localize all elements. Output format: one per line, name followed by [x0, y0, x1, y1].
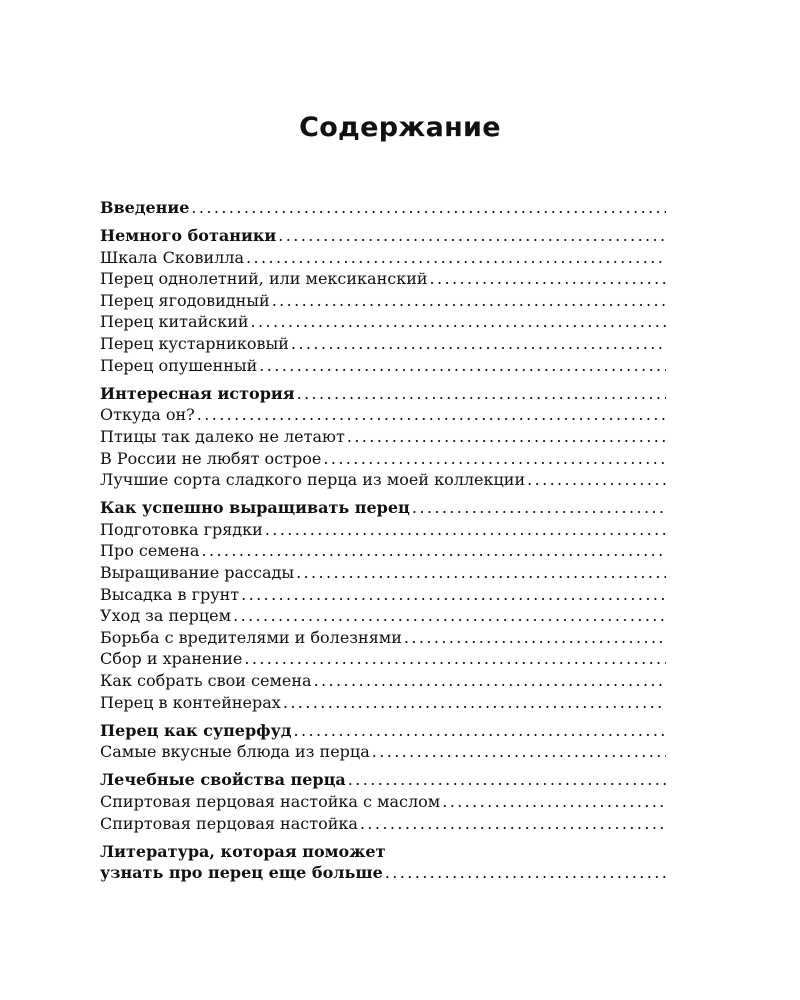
- leader-dots: [197, 404, 666, 426]
- leader-dots: [442, 791, 666, 813]
- leader-dots: [259, 355, 666, 377]
- toc-entry-label: Перец однолетний, или мексиканский: [100, 269, 428, 289]
- toc-entry[interactable]: [100, 197, 666, 219]
- toc-section-literature: [100, 841, 666, 884]
- toc-entry[interactable]: [100, 813, 666, 835]
- toc-entry[interactable]: [100, 670, 666, 692]
- toc-section-growing: [100, 497, 666, 713]
- toc-entry-label: Спиртовая перцовая настойка с маслом: [100, 791, 441, 811]
- leader-dots: [360, 813, 666, 835]
- toc-entry[interactable]: [100, 426, 666, 448]
- toc-entry[interactable]: [100, 333, 666, 355]
- toc-entry[interactable]: [100, 605, 666, 627]
- leader-dots: [272, 290, 666, 312]
- toc-entry-label: Подготовка грядки: [100, 519, 263, 539]
- toc-entry[interactable]: [100, 469, 666, 491]
- leader-dots: [296, 562, 666, 584]
- toc-entry[interactable]: [100, 448, 666, 470]
- toc-section-history: [100, 383, 666, 491]
- toc-entry[interactable]: [100, 497, 666, 519]
- leader-dots: [265, 519, 666, 541]
- toc-entry-label: Перец ягодовидный: [100, 290, 270, 310]
- toc-entry[interactable]: [100, 247, 666, 269]
- toc-entry[interactable]: [100, 791, 666, 813]
- toc-entry[interactable]: [100, 311, 666, 333]
- toc-entry-label: Выращивание рассады: [100, 563, 295, 582]
- page-title: Содержание: [299, 112, 501, 143]
- leader-dots: [348, 769, 666, 791]
- leader-dots: [191, 197, 666, 219]
- toc-entry-label: Лучшие сорта сладкого перца из моей коллекции: [100, 470, 526, 490]
- toc-entry-label: Высадка в грунт: [100, 584, 240, 604]
- toc-entry-label: Интересная история: [100, 383, 295, 403]
- leader-dots: [246, 247, 666, 269]
- leader-dots: [430, 268, 666, 290]
- leader-dots: [412, 497, 666, 519]
- toc-entry-label: Уход за перцем: [100, 606, 232, 626]
- toc-entry[interactable]: [100, 540, 666, 562]
- toc-entry[interactable]: [100, 268, 666, 290]
- toc-entry-label: Борьба с вредителями и болезнями: [100, 627, 402, 647]
- toc-entry[interactable]: [100, 519, 666, 541]
- toc-entry[interactable]: [100, 692, 666, 714]
- toc-entry-label-line1: Литература, которая поможет: [100, 841, 386, 861]
- leader-dots: [241, 584, 666, 606]
- leader-dots: [527, 469, 666, 491]
- leader-dots: [323, 448, 666, 470]
- toc-entry-label: Сбор и хранение: [100, 649, 243, 669]
- table-of-contents: [100, 197, 666, 890]
- toc-entry-label: Перец опушенный: [100, 355, 258, 375]
- toc-entry-label: Птицы так далеко не летают: [100, 426, 345, 446]
- toc-entry[interactable]: [100, 769, 666, 791]
- toc-entry-label: Перец кустарниковый: [100, 334, 289, 354]
- toc-section-superfood: [100, 720, 666, 763]
- toc-entry[interactable]: [100, 383, 666, 405]
- toc-entry-label: Лечебные свойства перца: [100, 770, 346, 790]
- leader-dots: [294, 720, 667, 742]
- leader-dots: [404, 627, 666, 649]
- toc-entry-label: узнать про перец еще больше: [100, 863, 383, 883]
- toc-entry-label: Перец как суперфуд: [100, 720, 292, 740]
- toc-entry[interactable]: [100, 290, 666, 312]
- toc-entry[interactable]: [100, 404, 666, 426]
- toc-entry-label: Перец в контейнерах: [100, 692, 281, 712]
- toc-entry-label: Самые вкусные блюда из перца: [100, 742, 370, 762]
- toc-entry-label: Спиртовая перцовая настойка: [100, 813, 358, 833]
- toc-entry-label: Введение: [100, 198, 190, 217]
- toc-entry-label: В России не любят острое: [100, 448, 322, 468]
- leader-dots: [233, 605, 666, 627]
- toc-entry-label: Перец китайский: [100, 312, 249, 332]
- leader-dots: [347, 426, 666, 448]
- toc-entry[interactable]: [100, 648, 666, 670]
- toc-entry[interactable]: [100, 584, 666, 606]
- toc-section-intro: [100, 197, 666, 219]
- toc-entry[interactable]: [100, 741, 666, 763]
- toc-entry-label: Как собрать свои семена: [100, 670, 312, 690]
- toc-entry-label: Про семена: [100, 541, 200, 561]
- toc-section-medicinal: [100, 769, 666, 834]
- leader-dots: [251, 311, 666, 333]
- leader-dots: [385, 862, 666, 884]
- leader-dots: [283, 692, 666, 714]
- toc-entry[interactable]: [100, 562, 666, 584]
- toc-section-botany: [100, 225, 666, 376]
- leader-dots: [372, 741, 666, 763]
- toc-entry[interactable]: [100, 720, 666, 742]
- toc-entry[interactable]: [100, 862, 666, 884]
- toc-entry[interactable]: [100, 355, 666, 377]
- toc-entry-label: Немного ботаники: [100, 226, 277, 246]
- toc-entry[interactable]: [100, 225, 666, 247]
- leader-dots: [297, 383, 666, 405]
- toc-entry-label: Как успешно выращивать перец: [100, 498, 410, 518]
- toc-entry-label: Шкала Сковилла: [100, 247, 244, 267]
- leader-dots: [314, 670, 666, 692]
- toc-entry[interactable]: [100, 627, 666, 649]
- toc-entry-label: Откуда он?: [100, 405, 195, 425]
- leader-dots: [244, 648, 666, 670]
- leader-dots: [278, 225, 666, 247]
- leader-dots: [201, 540, 666, 562]
- leader-dots: [291, 333, 666, 355]
